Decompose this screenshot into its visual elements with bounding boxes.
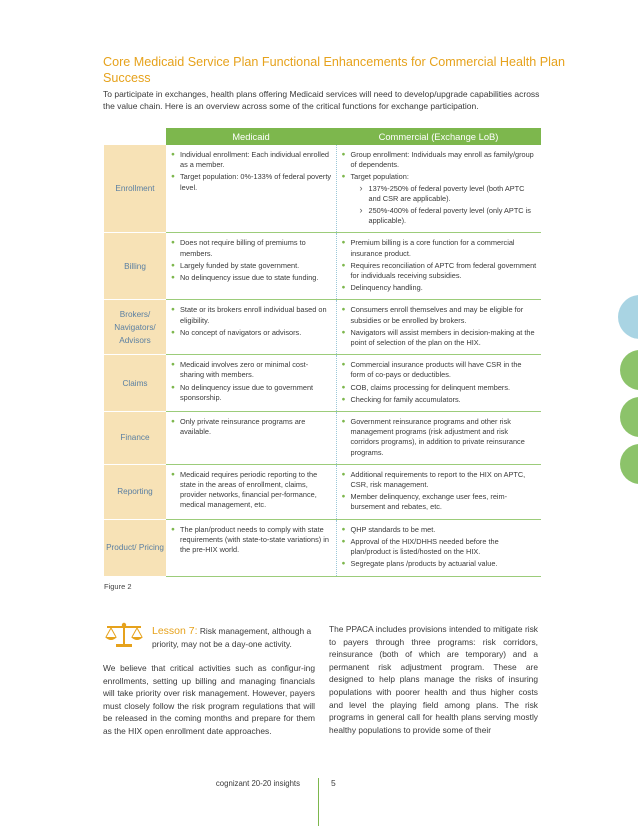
bullet-text: Commercial insurance products will have CSR in the form of co-pays or deductibles.: [350, 360, 522, 380]
bullet-item: ● No delinquency issue due to government sponsorship.: [171, 383, 332, 403]
comparison-table: [104, 128, 541, 577]
bullet-text: Requires reconciliation of APTC from federal government for individuals receiving subsidies.: [350, 260, 537, 281]
bullet-item: [342, 328, 538, 348]
bullet-item: [342, 470, 538, 490]
commercial-bullet-list: [342, 238, 538, 293]
commercial-cell: [336, 519, 541, 576]
medicaid-cell: [166, 145, 336, 233]
bullet-item: [342, 537, 538, 557]
table-row: [104, 355, 541, 412]
commercial-bullet-list: [342, 525, 538, 570]
side-tab-circle-blue: [618, 295, 638, 339]
table-row: [104, 412, 541, 465]
bullet-text: Approval of the HIX/DHHS needed before the plan/product is listed/hosted on the HIX.: [350, 536, 499, 557]
bullet-text: Consumers enroll themselves and may be eligible for subsidies or be enrolled by brokers.: [350, 305, 524, 325]
right-column-body: The PPACA includes provisions intended to mitigate risk to payers through three programs: risk corridors, reinsurance (both of which are temporary) and a permanent risk adjustment program. These are designed to help plans manage the risks of insuring populations with poorer health and thus higher costs and level the playing field among plans. The risk programs in general call for health plans serving mostly healthy populations to provide some of their: [329, 624, 538, 735]
footer-brand: cognizant 20-20 insights: [215, 779, 300, 788]
row-label: Finance: [104, 412, 166, 465]
bullet-item: [342, 172, 538, 226]
bullet-item: [342, 559, 538, 569]
table-header-medicaid: Medicaid: [166, 128, 336, 145]
bullet-item: [342, 283, 538, 293]
lesson-number: Lesson 7:: [152, 625, 198, 637]
lesson-callout: [152, 625, 317, 650]
bullet-item: ● Medicaid requires periodic reporting to the state in the areas of enrollment, claims, provider networks, financial per-formance, medical management, etc.: [171, 470, 332, 511]
side-tab-circle-green-3: [620, 444, 638, 484]
lesson-text: Risk management, although a priority, may not be a day-one activity.: [152, 626, 312, 649]
table-row: [104, 519, 541, 576]
medicaid-cell: [166, 519, 336, 576]
row-label: Product/ Pricing: [104, 519, 166, 576]
commercial-cell: [336, 300, 541, 355]
commercial-bullet-list: [342, 417, 538, 458]
sub-bullet-item: › 137%-250% of federal poverty level (both APTC and CSR are applicable).: [360, 184, 538, 204]
bullet-text: Target population:: [350, 172, 409, 182]
medicaid-bullet-list: [171, 238, 332, 283]
bullet-text: Additional requirements to report to the HIX on APTC, CSR, risk management.: [350, 469, 526, 490]
figure-caption: Figure 2: [104, 582, 132, 591]
bullet-text: Premium billing is a core function for a commercial insurance product.: [350, 238, 515, 258]
bullet-item: ● Medicaid involves zero or minimal cost-sharing with members.: [171, 360, 332, 380]
medicaid-bullet-list: [171, 360, 332, 403]
table-header-row: [104, 128, 541, 145]
footer-divider: [318, 778, 319, 826]
row-label: Brokers/ Navigators/ Advisors: [104, 300, 166, 355]
bullet-item: [342, 417, 538, 458]
bullet-text: Delinquency handling.: [350, 283, 423, 293]
bullet-item: [342, 360, 538, 380]
medicaid-bullet-list: [171, 525, 332, 556]
commercial-cell: [336, 145, 541, 233]
bullet-text: Group enrollment: Individuals may enroll as family/group of dependents.: [350, 150, 534, 170]
table-row: [104, 233, 541, 300]
bullet-text: COB, claims processing for delinquent members.: [350, 382, 511, 392]
table-header-corner: [104, 128, 166, 145]
table-row: [104, 300, 541, 355]
bullet-item: [342, 238, 538, 258]
bullet-text: Member delinquency, exchange user fees, reim-bursement and rebates, etc.: [350, 492, 508, 512]
bullet-item: [342, 261, 538, 281]
bullet-item: [342, 305, 538, 325]
sub-bullet-list: [360, 184, 538, 227]
medicaid-bullet-list: [171, 150, 332, 193]
bullet-item: [342, 395, 538, 405]
bullet-item: ● No delinquency issue due to state funding.: [171, 273, 332, 283]
bullet-item: [342, 150, 538, 170]
medicaid-cell: [166, 300, 336, 355]
table-row: [104, 464, 541, 519]
bullet-item: ● Target population: 0%-133% of federal poverty level.: [171, 172, 332, 192]
page-number: 5: [331, 778, 336, 788]
bullet-item: ● Does not require billing of premiums to members.: [171, 238, 332, 258]
table-row: [104, 145, 541, 233]
bullet-item: ● Individual enrollment: Each individual enrolled as a member.: [171, 150, 332, 170]
left-column-body: We believe that critical activities such as configur-ing enrollments, setting up billing and managing financials will take priority over risk management. However, payers must closely follow the risk program regulations that will be released in the coming months and prepare for them as the HIX open enrollment date approaches.: [103, 663, 315, 736]
row-label: Billing: [104, 233, 166, 300]
bullet-item: [342, 525, 538, 535]
bullet-text: Checking for family accumulators.: [350, 394, 461, 404]
sub-bullet-item: › 250%-400% of federal poverty level (only APTC is applicable).: [360, 206, 538, 226]
bullet-item: ● The plan/product needs to comply with state requirements (with state-to-state variations) in the pre-HIX world.: [171, 525, 332, 556]
commercial-cell: [336, 355, 541, 412]
table-header-commercial: Commercial (Exchange LoB): [336, 128, 541, 145]
commercial-bullet-list: [342, 150, 538, 226]
bullet-item: ● State or its brokers enroll individual based on eligibility.: [171, 305, 332, 325]
bullet-item: ● Only private reinsurance programs are available.: [171, 417, 332, 437]
bullet-text: Segregate plans /products by actuarial value.: [350, 559, 498, 569]
bullet-item: [342, 383, 538, 393]
medicaid-cell: [166, 355, 336, 412]
medicaid-bullet-list: [171, 470, 332, 511]
table-body: [104, 145, 541, 576]
bullet-text: QHP standards to be met.: [350, 524, 436, 534]
commercial-cell: [336, 464, 541, 519]
bullet-text: Government reinsurance programs and other risk management programs (risk adjustment and risk corridors programs), in addition to private reinsurance programs.: [350, 417, 525, 457]
bullet-item: ● No concept of navigators or advisors.: [171, 328, 332, 338]
bullet-item: ● Largely funded by state government.: [171, 261, 332, 271]
commercial-bullet-list: [342, 470, 538, 513]
row-label: Enrollment: [104, 145, 166, 233]
side-tab-circle-green-2: [620, 397, 638, 437]
medicaid-bullet-list: [171, 305, 332, 338]
commercial-cell: [336, 412, 541, 465]
row-label: Reporting: [104, 464, 166, 519]
bullet-text: Navigators will assist members in decision-making at the point of selection of the plan on the HIX.: [350, 327, 535, 348]
commercial-cell: [336, 233, 541, 300]
commercial-bullet-list: [342, 360, 538, 405]
page-title: Core Medicaid Service Plan Functional Enhancements for Commercial Health Plan Success: [103, 55, 565, 85]
medicaid-bullet-list: [171, 417, 332, 437]
commercial-bullet-list: [342, 305, 538, 348]
row-label: Claims: [104, 355, 166, 412]
medicaid-cell: [166, 412, 336, 465]
bullet-item: [342, 492, 538, 512]
medicaid-cell: [166, 233, 336, 300]
intro-paragraph: To participate in exchanges, health plans offering Medicaid services will need to develop/upgrade capabilities across the value chain. Here is an overview across some of the critical functions for exchange participation.: [103, 89, 540, 112]
side-tab-circle-green-1: [620, 350, 638, 390]
scales-icon: [104, 622, 144, 648]
medicaid-cell: [166, 464, 336, 519]
